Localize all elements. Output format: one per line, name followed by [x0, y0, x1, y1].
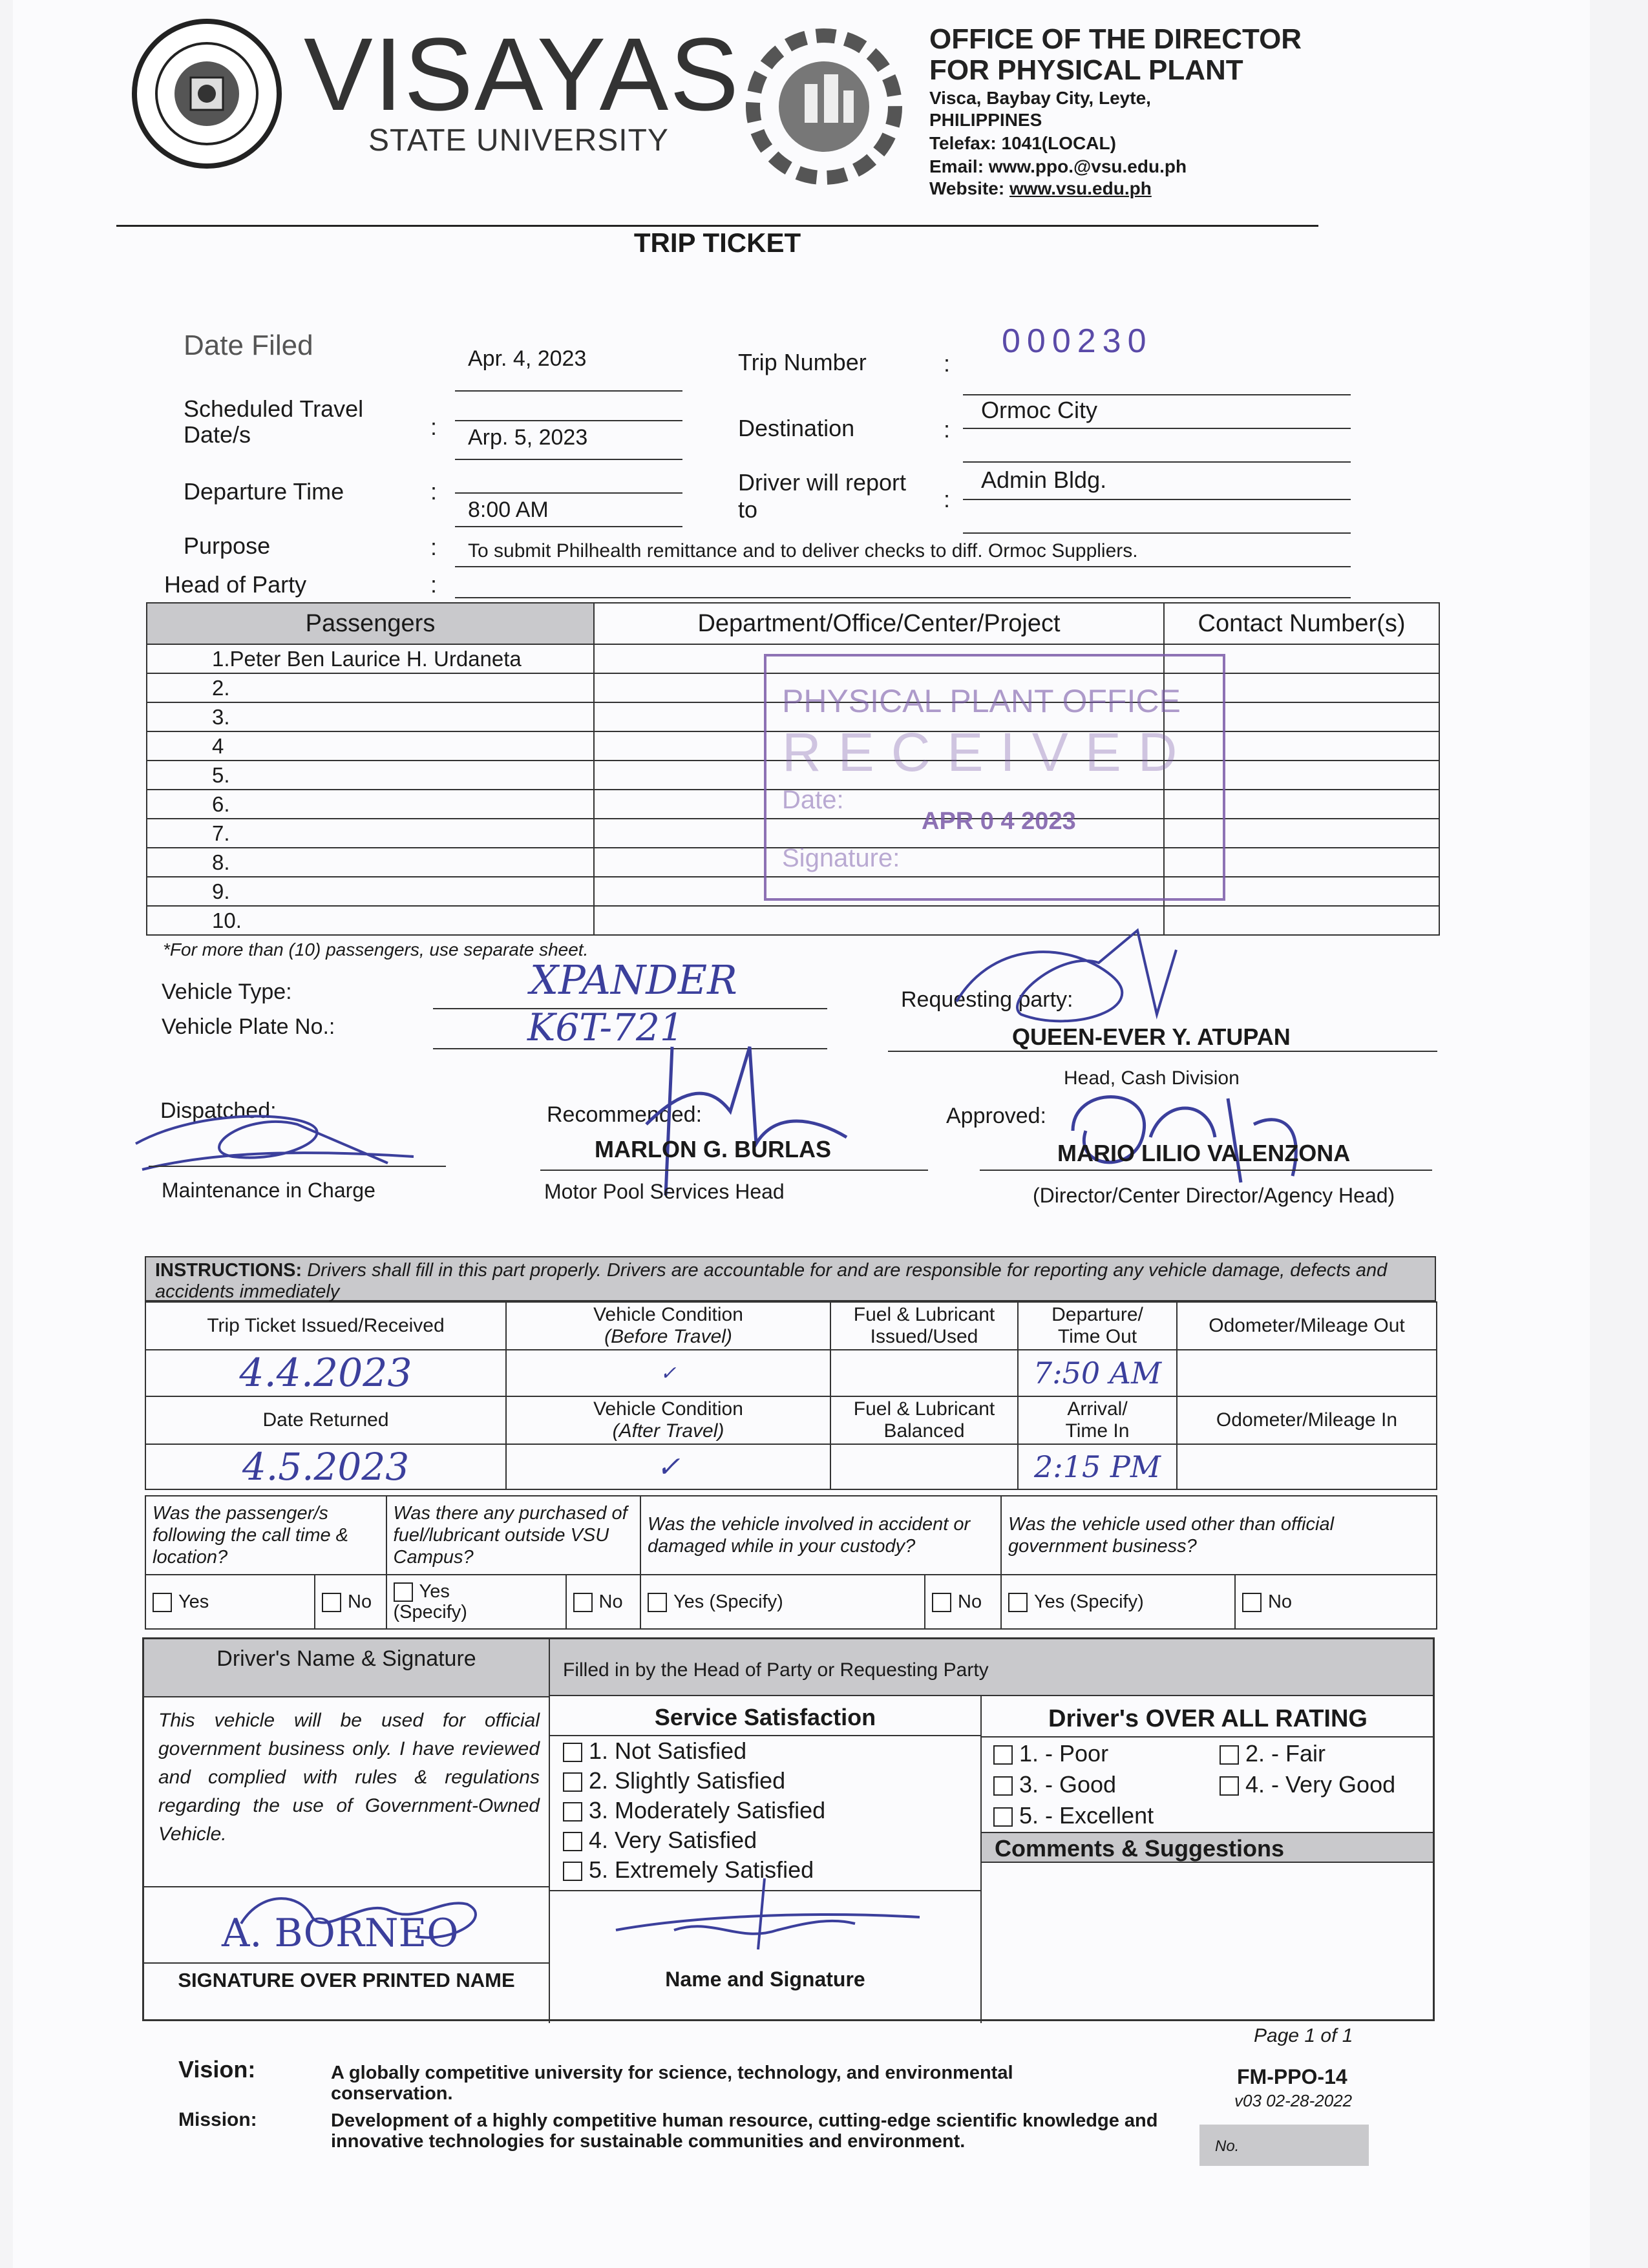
- q3-no-label: No: [958, 1591, 982, 1612]
- stamp-signature-label: Signature:: [782, 844, 900, 872]
- stamp-date-label: Date:: [782, 786, 844, 814]
- passengers-header: Passengers: [147, 603, 594, 644]
- service-options: [563, 1736, 977, 1885]
- q2-yes[interactable]: [386, 1575, 566, 1629]
- q3-no[interactable]: [925, 1575, 1001, 1629]
- received-stamp: [764, 654, 1225, 901]
- rating-title-line: [982, 1736, 1434, 1738]
- rating-option-4[interactable]: [1220, 1771, 1395, 1798]
- head-of-party-line: [455, 597, 1351, 598]
- checkbox-icon[interactable]: [322, 1593, 341, 1612]
- rating-option-5[interactable]: [993, 1802, 1154, 1829]
- destination-line-2: [963, 461, 1351, 463]
- cond-before-value: ✓: [506, 1350, 830, 1396]
- checkbox-icon[interactable]: [153, 1593, 172, 1612]
- driver-report-value: Admin Bldg.: [981, 467, 1107, 493]
- checkbox-icon[interactable]: [563, 1802, 582, 1822]
- passenger-name-cell[interactable]: 1.Peter Ben Laurice H. Urdaneta: [147, 644, 594, 673]
- checkbox-icon[interactable]: [1220, 1776, 1239, 1796]
- driver-report-label-1: Driver will report: [738, 469, 907, 496]
- date-filed-label: Date Filed: [184, 330, 313, 361]
- service-option[interactable]: [563, 1796, 977, 1825]
- destination-value: Ormoc City: [981, 397, 1097, 423]
- departure-title: Departure/: [1051, 1304, 1143, 1325]
- head-party-header: Filled in by the Head of Party or Requesting Party: [550, 1639, 1433, 1696]
- cond-after-value: ✓: [506, 1444, 830, 1489]
- trip-number-colon: :: [944, 350, 951, 377]
- form-no-box: [1199, 2125, 1369, 2166]
- fuel-issued-sub: Issued/Used: [870, 1326, 978, 1347]
- issued-value: 4.4.2023: [145, 1350, 506, 1396]
- driver-report-line: [963, 499, 1351, 500]
- date-filed-line: [455, 390, 682, 392]
- departure-sub: Time Out: [1057, 1326, 1137, 1347]
- question-2: Was there any purchased of fuel/lubricant outside VSU Campus?: [386, 1496, 640, 1575]
- q4-no[interactable]: [1235, 1575, 1437, 1629]
- q1-yes-label: Yes: [178, 1591, 209, 1612]
- stamp-office: PHYSICAL PLANT OFFICE: [782, 683, 1181, 719]
- footer-rule: [1021, 2020, 1435, 2021]
- mission-label: Mission:: [178, 2109, 257, 2130]
- rating-option-label: 3. - Good: [1019, 1771, 1117, 1798]
- requesting-line: [888, 1051, 1437, 1052]
- vehicle-type-label: Vehicle Type:: [162, 980, 292, 1004]
- sched-line: [455, 459, 682, 460]
- checkbox-icon[interactable]: [573, 1593, 593, 1612]
- physical-plant-seal: [743, 26, 905, 187]
- questions-table: [145, 1495, 1437, 1630]
- university-sub: STATE UNIVERSITY: [368, 123, 669, 158]
- requesting-signature: [944, 924, 1215, 1040]
- driver-caption: SIGNATURE OVER PRINTED NAME: [178, 1969, 515, 1991]
- passenger-name-cell[interactable]: 3.: [147, 702, 594, 731]
- passenger-name-cell[interactable]: 7.: [147, 819, 594, 848]
- q1-no[interactable]: [315, 1575, 386, 1629]
- stamp-date: APR 0 4 2023: [922, 808, 1076, 835]
- website-line: [929, 178, 1152, 199]
- checkbox-icon[interactable]: [1242, 1593, 1262, 1612]
- rating-option-label: 4. - Very Good: [1245, 1771, 1396, 1798]
- service-option[interactable]: [563, 1825, 977, 1855]
- q3-yes-label: Yes (Specify): [673, 1591, 783, 1612]
- passenger-name-cell[interactable]: 2.: [147, 673, 594, 702]
- purpose-value: To submit Philhealth remittance and to deliver checks to diff. Ormoc Suppliers.: [468, 540, 1138, 562]
- instructions-text: Drivers shall fill in this part properly. Drivers are accountable for and are responsible for reporting any vehicle damage, defects and accidents immediately: [155, 1260, 1388, 1302]
- recommended-label: Recommended:: [547, 1102, 703, 1127]
- returned-value: 4.5.2023: [145, 1444, 506, 1489]
- q4-yes[interactable]: [1001, 1575, 1235, 1629]
- q1-no-label: No: [348, 1591, 372, 1612]
- service-option-label: 4. Very Satisfied: [589, 1827, 757, 1853]
- arrival-sub: Time In: [1065, 1420, 1130, 1442]
- checkbox-icon[interactable]: [993, 1807, 1013, 1827]
- checkbox-icon[interactable]: [648, 1593, 667, 1612]
- approved-signature: [1047, 1073, 1318, 1195]
- driver-report-colon: :: [944, 486, 951, 512]
- checkbox-icon[interactable]: [993, 1776, 1013, 1796]
- sched-colon: :: [430, 414, 438, 440]
- q4-yes-label: Yes (Specify): [1033, 1591, 1144, 1612]
- header-rule: [116, 225, 1318, 227]
- fuel-balance-title: Fuel & Lubricant: [853, 1398, 995, 1420]
- form-code: FM-PPO-14: [1237, 2065, 1347, 2088]
- question-1: Was the passenger/s following the call time & location?: [145, 1496, 386, 1575]
- passenger-name-cell[interactable]: 8.: [147, 848, 594, 877]
- fuel-balance-header: [830, 1396, 1018, 1444]
- service-option-label: 1. Not Satisfied: [589, 1738, 747, 1764]
- requesting-label: Requesting party:: [901, 987, 1073, 1012]
- checkbox-icon[interactable]: [993, 1745, 1013, 1765]
- website-link[interactable]: www.vsu.edu.ph: [1009, 178, 1152, 198]
- checkbox-icon[interactable]: [1220, 1745, 1239, 1765]
- trip-number-label: Trip Number: [738, 349, 867, 375]
- service-title: Service Satisfaction: [654, 1704, 876, 1730]
- website-label: Website:: [929, 178, 1009, 198]
- odometer-in-value: [1177, 1444, 1437, 1489]
- head-of-party-label: Head of Party: [164, 571, 307, 598]
- recommended-name: MARLON G. BURLAS: [595, 1136, 831, 1162]
- trip-number-value: 000230: [1002, 322, 1153, 360]
- vsu-seal: [129, 16, 284, 171]
- page-number: Page 1 of 1: [1254, 2025, 1353, 2046]
- fuel-issued-title: Fuel & Lubricant: [853, 1304, 995, 1325]
- address-line-1: Visca, Baybay City, Leyte,: [929, 88, 1151, 108]
- head-party-caption: Name and Signature: [665, 1968, 865, 1991]
- instructions-label: INSTRUCTIONS:: [155, 1260, 302, 1281]
- head-party-signature: [597, 1872, 933, 1956]
- issued-header: Trip Ticket Issued/Received: [145, 1302, 506, 1350]
- checkbox-icon[interactable]: [932, 1593, 951, 1612]
- vision-text: A globally competitive university for science, technology, and environmental conservation.: [331, 2063, 1013, 2104]
- passenger-row: [147, 906, 1439, 935]
- sched-line-top: [455, 420, 682, 421]
- fuel-issued-header: [830, 1302, 1018, 1350]
- departure-value-hand: 7:50 AM: [1018, 1350, 1177, 1396]
- departure-header: [1018, 1302, 1177, 1350]
- driver-statement: This vehicle will be used for official government business only. I have reviewed and complied with rules & regulations regarding the use of Government-Owned Vehicle.: [158, 1710, 540, 1845]
- approved-line: [980, 1170, 1432, 1171]
- rating-option-3[interactable]: [993, 1771, 1116, 1798]
- rating-option-2[interactable]: [1220, 1740, 1326, 1767]
- instructions-box: [145, 1256, 1436, 1301]
- destination-label: Destination: [738, 415, 855, 441]
- driver-caption-divider: [144, 1962, 549, 1964]
- form-no-label: No.: [1215, 2137, 1240, 2155]
- comments-title: Comments & Suggestions: [982, 1832, 1433, 1863]
- approved-name: MARIO LILIO VALENZONA: [1057, 1140, 1351, 1166]
- service-option-label: 2. Slightly Satisfied: [589, 1767, 786, 1794]
- department-header: Department/Office/Center/Project: [594, 603, 1164, 644]
- service-option-label: 3. Moderately Satisfied: [589, 1797, 826, 1823]
- telefax: Telefax: 1041(LOCAL): [929, 133, 1116, 153]
- rating-title: Driver's OVER ALL RATING: [1048, 1705, 1368, 1732]
- checkbox-icon[interactable]: [1008, 1593, 1028, 1612]
- q2-yes-label: Yes: [419, 1580, 450, 1602]
- recommended-line: [540, 1170, 928, 1171]
- cond-after-header: [506, 1396, 830, 1444]
- departure-label: Departure Time: [184, 478, 344, 505]
- destination-line: [963, 428, 1351, 429]
- arrival-title: Arrival/: [1067, 1398, 1128, 1420]
- date-filed-value: Apr. 4, 2023: [468, 346, 587, 371]
- service-option[interactable]: [563, 1736, 977, 1766]
- passenger-name-cell[interactable]: 10.: [147, 906, 594, 935]
- fuel-balance-sub: Balanced: [883, 1420, 965, 1442]
- cond-after-sub: (After Travel): [612, 1420, 724, 1442]
- cond-before-header: [506, 1302, 830, 1350]
- q2-no-label: No: [598, 1591, 623, 1612]
- rating-option-label: 2. - Fair: [1245, 1740, 1326, 1767]
- email: Email: www.ppo.@vsu.edu.ph: [929, 156, 1187, 176]
- form-title: TRIP TICKET: [633, 227, 801, 258]
- departure-colon: :: [430, 478, 438, 505]
- dispatched-title: Maintenance in Charge: [162, 1179, 375, 1202]
- passenger-name-cell[interactable]: 5.: [147, 761, 594, 790]
- dispatched-label: Dispatched:: [160, 1098, 277, 1123]
- driver-report-label-2: to: [738, 496, 758, 523]
- question-4: Was the vehicle used other than official government business?: [1001, 1496, 1437, 1575]
- bottom-section: [142, 1637, 1435, 2021]
- checkbox-icon[interactable]: [563, 1743, 582, 1762]
- q1-yes[interactable]: [145, 1575, 315, 1629]
- vision-label: Vision:: [178, 2056, 256, 2083]
- form-version: v03 02-28-2022: [1234, 2091, 1353, 2110]
- departure-line: [455, 526, 682, 527]
- q4-no-label: No: [1267, 1591, 1293, 1612]
- driver-name: A. BORNEO: [222, 1911, 459, 1956]
- question-3: Was the vehicle involved in accident or damaged while in your custody?: [640, 1496, 1001, 1575]
- arrival-header: [1018, 1396, 1177, 1444]
- purpose-label: Purpose: [184, 532, 271, 559]
- departure-value: 8:00 AM: [468, 498, 549, 522]
- stamp-received: RECEIVED: [782, 722, 1194, 782]
- odometer-out-value: [1177, 1350, 1437, 1396]
- arrival-value-hand: 2:15 PM: [1018, 1444, 1177, 1489]
- dispatched-line: [149, 1166, 446, 1167]
- checkbox-icon[interactable]: [563, 1772, 582, 1792]
- vehicle-type-value: XPANDER: [530, 956, 737, 1003]
- comments-area[interactable]: [982, 1863, 1433, 2021]
- rating-option-label: 5. - Excellent: [1019, 1802, 1154, 1829]
- q2-specify-label: (Specify): [393, 1602, 467, 1623]
- recommended-title: Motor Pool Services Head: [544, 1180, 785, 1203]
- driver-header: Driver's Name & Signature: [144, 1639, 550, 1697]
- cond-before-sub: (Before Travel): [604, 1326, 732, 1347]
- purpose-line: [455, 566, 1351, 567]
- passenger-name-cell[interactable]: 4: [147, 731, 594, 761]
- sched-label-1: Scheduled Travel: [184, 395, 364, 422]
- checkbox-icon[interactable]: [563, 1862, 582, 1881]
- service-option-label: 5. Extremely Satisfied: [589, 1856, 814, 1883]
- requesting-title: Head, Cash Division: [1064, 1067, 1240, 1089]
- col-divider-1: [549, 1639, 550, 2023]
- sched-label-2: Date/s: [184, 421, 251, 448]
- destination-colon: :: [944, 416, 951, 443]
- returned-header: Date Returned: [145, 1396, 506, 1444]
- q2-no[interactable]: [566, 1575, 640, 1629]
- q3-yes[interactable]: [640, 1575, 925, 1629]
- contact-header: Contact Number(s): [1164, 603, 1439, 644]
- fuel-issued-value: [830, 1350, 1018, 1396]
- trip-log-table: [145, 1301, 1437, 1490]
- requesting-name: QUEEN-EVER Y. ATUPAN: [1012, 1024, 1291, 1050]
- cond-before-title: Vehicle Condition: [593, 1304, 743, 1325]
- cond-after-title: Vehicle Condition: [593, 1398, 743, 1420]
- passenger-name-cell[interactable]: 6.: [147, 790, 594, 819]
- approved-title: (Director/Center Director/Agency Head): [1033, 1184, 1395, 1207]
- driver-report-line-2: [963, 532, 1351, 534]
- checkbox-icon[interactable]: [563, 1832, 582, 1851]
- vehicle-plate-value: K6T-721: [527, 1005, 684, 1049]
- odometer-out-header: Odometer/Mileage Out: [1177, 1302, 1437, 1350]
- dispatched-signature: [116, 1086, 439, 1189]
- head-of-party-colon: :: [430, 571, 438, 598]
- office-title-2: FOR PHYSICAL PLANT: [929, 54, 1243, 86]
- passengers-note: *For more than (10) passengers, use separate sheet.: [163, 940, 589, 960]
- mission-text: Development of a highly competitive human resource, cutting-edge scientific knowledge and innovative technologies for sustainable communities and environment.: [331, 2110, 1158, 2152]
- approved-label: Approved:: [946, 1104, 1046, 1128]
- address-line-2: PHILIPPINES: [929, 110, 1042, 130]
- destination-line-top: [963, 394, 1351, 395]
- sched-value: Arp. 5, 2023: [468, 425, 588, 450]
- service-option[interactable]: [563, 1766, 977, 1796]
- purpose-colon: :: [430, 534, 438, 560]
- odometer-in-header: Odometer/Mileage In: [1177, 1396, 1437, 1444]
- office-title-1: OFFICE OF THE DIRECTOR: [929, 23, 1302, 55]
- passenger-name-cell[interactable]: 9.: [147, 877, 594, 906]
- fuel-balance-value: [830, 1444, 1018, 1489]
- university-name: VISAYAS: [304, 16, 741, 132]
- rating-option-label: 1. - Poor: [1019, 1740, 1109, 1767]
- departure-line-top: [455, 492, 682, 494]
- checkbox-icon[interactable]: [394, 1582, 413, 1602]
- vehicle-plate-label: Vehicle Plate No.:: [162, 1014, 335, 1039]
- rating-option-1[interactable]: [993, 1740, 1108, 1767]
